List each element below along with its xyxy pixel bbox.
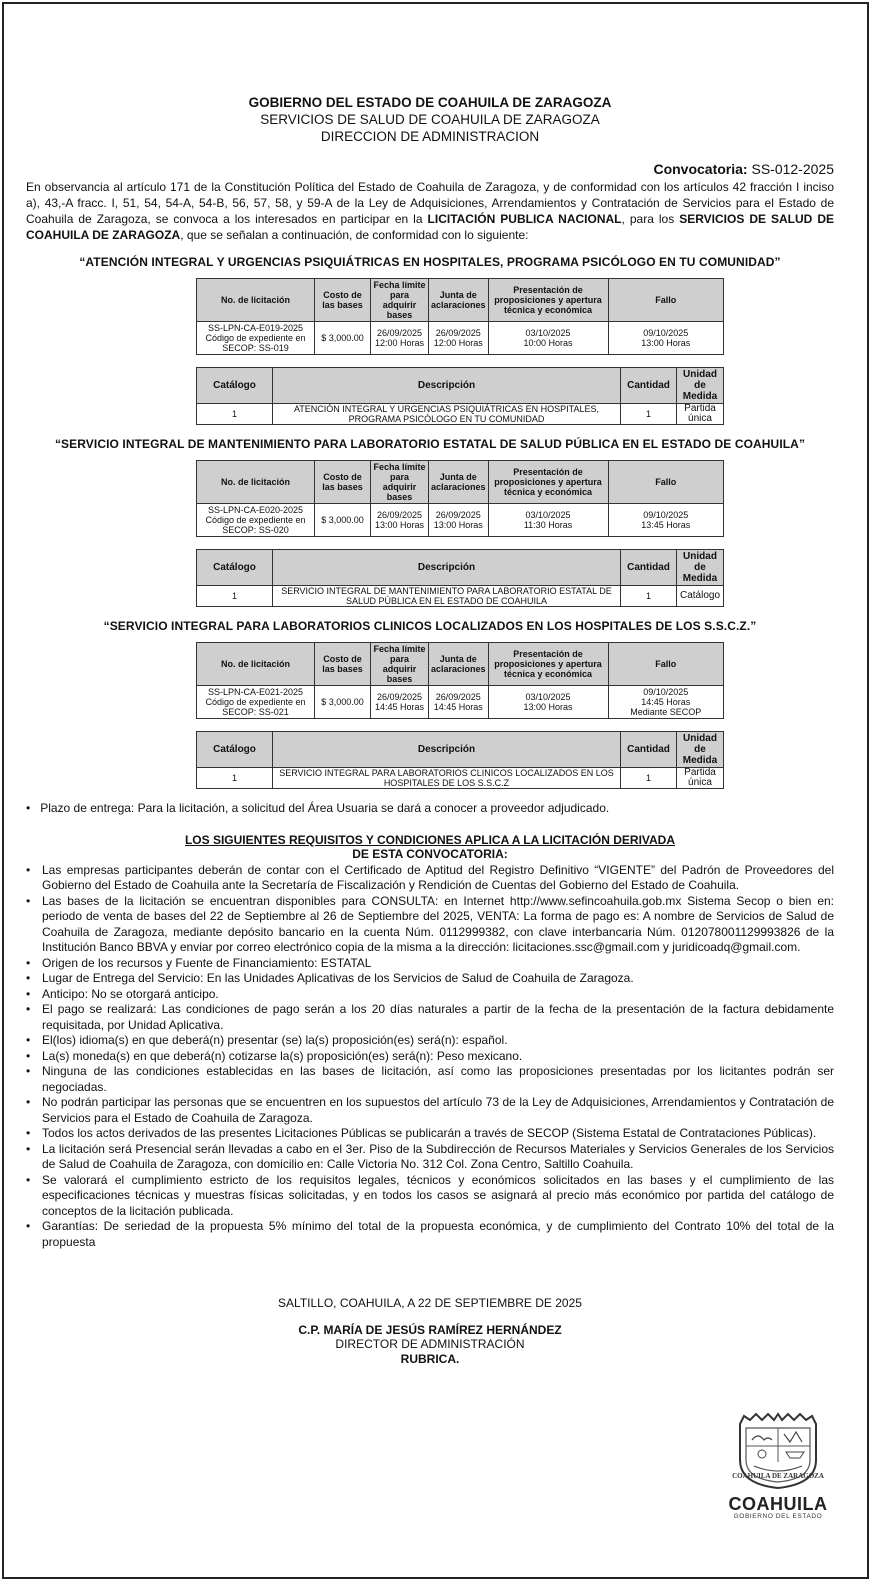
table-header-row: [197, 643, 724, 686]
table-header-row: [197, 368, 724, 404]
col-no: No. de licitación: [197, 643, 315, 686]
col-costo: Costo de las bases: [315, 461, 371, 504]
col-catalogo: Catálogo: [197, 732, 273, 768]
tender-schedule-table: [196, 278, 724, 355]
section-title: “ATENCIÓN INTEGRAL Y URGENCIAS PSIQUIÁTRICAS EN HOSPITALES, PROGRAMA PSICÓLOGO EN TU COMUNIDAD”: [79, 255, 781, 269]
catalog-table: [196, 731, 724, 789]
col-fallo: Fallo: [608, 643, 723, 686]
cell-no: SS-LPN-CA-E020-2025 Código de expediente en SECOP: SS-020: [197, 504, 315, 537]
list-item: • Las empresas participantes deberán de contar con el Certificado de Aptitud del Registro Definitivo “VIGENTE” del Padrón de Proveedores del Gobierno del Estado de Coahuila ante la Secretaría de Fiscalización y Rendición de Cuentas del Gobierno del Estado de Coahuila.: [26, 862, 834, 892]
header-government: GOBIERNO DEL ESTADO DE COAHUILA DE ZARAGOZA: [248, 95, 612, 110]
col-fecha: Fecha límite para adquirir bases: [371, 279, 429, 322]
list-item: • Las bases de la licitación se encuentran disponibles para CONSULTA: en Internet http://www.sefincoahuila.gob.mx Sistema Secop o bien en: periodo de venta de bases del 22 de Septiembre al 26 de Septiembre del 2025, VENTA: La forma de pago es: A nombre de Servicios de Salud de Coahuila de Zaragoza, mediante depósito bancario en la cuenta Núm. 0112999382, con clave interbancaria Núm. 012078001129993826 de la Institución Banco BBVA y enviar por correo electrónico copia de la misma a la dirección: licitaciones.ssc@gmail.com y juridicoadq@gmail.com.: [26, 893, 834, 954]
cell-cantidad: 1: [621, 586, 677, 607]
signer-role: DIRECTOR DE ADMINISTRACIÓN: [335, 1337, 525, 1351]
cell-junta: 26/09/2025 12:00 Horas: [429, 322, 489, 355]
section-title: “SERVICIO INTEGRAL DE MANTENIMIENTO PARA LABORATORIO ESTATAL DE SALUD PÚBLICA EN EL ESTADO DE COAHUILA”: [54, 437, 806, 451]
signature-block: [26, 1296, 834, 1366]
header-direction: DIRECCION DE ADMINISTRACION: [320, 129, 540, 144]
cell-descripcion: ATENCIÓN INTEGRAL Y URGENCIAS PSIQUIÁTRICAS EN HOSPITALES, PROGRAMA PSICÓLOGO EN TU COMUNIDAD: [273, 404, 621, 425]
col-catalogo: Catálogo: [197, 368, 273, 404]
tender-section: [26, 255, 834, 425]
col-descripcion: Descripción: [273, 368, 621, 404]
rubrica: RUBRICA.: [400, 1351, 460, 1366]
list-item: • El pago se realizará: Las condiciones de pago serán a los 20 días naturales a partir de la fecha de la presentación de la factura debidamente requisitada, por Unidad Aplicativa.: [26, 1002, 834, 1032]
tender-schedule-table: [196, 460, 724, 537]
table-header-row: [197, 732, 724, 768]
convocatoria-number: Convocatoria: SS-012-2025: [653, 161, 834, 177]
col-junta: Junta de aclaraciones: [429, 279, 489, 322]
state-seal-icon: [720, 1410, 836, 1490]
col-fallo: Fallo: [608, 461, 723, 504]
cell-unidad: Partida única: [677, 404, 724, 425]
col-junta: Junta de aclaraciones: [429, 461, 489, 504]
section-title: “SERVICIO INTEGRAL PARA LABORATORIOS CLINICOS LOCALIZADOS EN LOS HOSPITALES DE LOS S.S.C.Z.”: [103, 619, 757, 633]
table-row: [197, 504, 724, 537]
cell-catalogo: 1: [197, 768, 273, 789]
tender-sections: [26, 255, 834, 789]
requirements-list: [26, 863, 834, 1251]
cell-presentacion: 03/10/2025 10:00 Horas: [488, 322, 608, 355]
col-fallo: Fallo: [608, 279, 723, 322]
list-item: • Todos los actos derivados de las presentes Licitaciones Públicas se publicarán a través de SECOP (Sistema Estatal de Contrataciones Públicas).: [26, 1126, 817, 1140]
col-cantidad: Cantidad: [621, 732, 677, 768]
cell-costo: $ 3,000.00: [315, 322, 371, 355]
col-cantidad: Cantidad: [621, 550, 677, 586]
list-item: • Lugar de Entrega del Servicio: En las Unidades Aplicativas de los Servicios de Salud de Coahuila de Zaragoza.: [26, 971, 634, 985]
table-row: [197, 404, 724, 425]
header-health-services: SERVICIOS DE SALUD DE COAHUILA DE ZARAGOZA: [260, 112, 600, 127]
col-cantidad: Cantidad: [621, 368, 677, 404]
tender-schedule-table: [196, 642, 724, 719]
cell-presentacion: 03/10/2025 11:30 Horas: [488, 504, 608, 537]
intro-paragraph: En observancia al artículo 171 de la Constitución Política del Estado de Coahuila de Zaragoza, y de conformidad con los artículos 42 fracción I inciso a), 43,-A fracc. I, 51, 54, 54-A, 54-B, 56, 57, 58, y 59-A de la Ley de Adquisiciones, Arrendamientos y Contratación de Servicios para el Estado de Coahuila de Zaragoza, se convoca a los interesados en participar en la LICITACIÓN PUBLICA NACIONAL, para los SERVICIOS DE SALUD DE COAHUILA DE ZARAGOZA, que se señalan a continuación, de conformidad con lo siguiente:: [26, 180, 834, 242]
coahuila-logo: [720, 1410, 836, 1520]
col-descripcion: Descripción: [273, 550, 621, 586]
list-item: • Origen de los recursos y Fuente de Financiamiento: ESTATAL: [26, 955, 372, 970]
tender-section: [26, 437, 834, 607]
cell-junta: 26/09/2025 14:45 Horas: [429, 686, 489, 719]
col-catalogo: Catálogo: [197, 550, 273, 586]
table-header-row: [197, 279, 724, 322]
col-costo: Costo de las bases: [315, 643, 371, 686]
svg-text:COAHUILA DE ZARAGOZA: COAHUILA DE ZARAGOZA: [732, 1472, 824, 1480]
col-costo: Costo de las bases: [315, 279, 371, 322]
list-item: • El(los) idioma(s) en que deberá(n) presentar (se) la(s) proposición(es) será(n): español.: [26, 1033, 508, 1047]
table-row: [197, 768, 724, 789]
cell-fallo: 09/10/2025 14:45 Horas Mediante SECOP: [608, 686, 723, 719]
list-item: • La licitación será Presencial serán llevadas a cabo en el 3er. Piso de la Subdirección de Recursos Materiales y Servicios Generales de los Servicios de Salud de Coahuila de Zaragoza, con domicilio en: Calle Victoria No. 312 Col. Zona Centro, Saltillo Coahuila.: [26, 1141, 834, 1171]
cell-costo: $ 3,000.00: [315, 686, 371, 719]
table-row: [197, 586, 724, 607]
col-descripcion: Descripción: [273, 732, 621, 768]
cell-cantidad: 1: [621, 404, 677, 425]
cell-junta: 26/09/2025 13:00 Horas: [429, 504, 489, 537]
document-header: [26, 94, 834, 145]
col-junta: Junta de aclaraciones: [429, 643, 489, 686]
cell-presentacion: 03/10/2025 13:00 Horas: [488, 686, 608, 719]
cell-unidad: Catálogo: [677, 586, 724, 607]
cell-fallo: 09/10/2025 13:00 Horas: [608, 322, 723, 355]
cell-catalogo: 1: [197, 586, 273, 607]
col-no: No. de licitación: [197, 461, 315, 504]
table-row: [197, 686, 724, 719]
delivery-term: • Plazo de entrega: Para la licitación, a solicitud del Área Usuaria se dará a conocer a proveedor adjudicado.: [26, 801, 610, 815]
col-fecha: Fecha límite para adquirir bases: [371, 643, 429, 686]
requirements-title: LOS SIGUIENTES REQUISITOS Y CONDICIONES APLICA A LA LICITACIÓN DERIVADA DE ESTA CONVOCATORIA:: [184, 832, 676, 861]
cell-unidad: Partida única: [677, 768, 724, 789]
document-body: [26, 94, 834, 1366]
catalog-table: [196, 549, 724, 607]
col-unidad: Unidad de Medida: [677, 550, 724, 586]
logo-wordmark: COAHUILA: [728, 1494, 828, 1514]
cell-fecha: 26/09/2025 14:45 Horas: [371, 686, 429, 719]
table-header-row: [197, 461, 724, 504]
cell-costo: $ 3,000.00: [315, 504, 371, 537]
cell-fecha: 26/09/2025 13:00 Horas: [371, 504, 429, 537]
list-item: • Se valorará el cumplimiento estricto de los requisitos legales, técnicos y económicos solicitados en las bases y el cumplimiento de las especificaciones técnicas y muestras físicas solicitadas, y en todos los casos se asignará al precio más económico por partida del catálogo de conceptos de la licitación publicada.: [26, 1172, 834, 1218]
cell-descripcion: SERVICIO INTEGRAL PARA LABORATORIOS CLINICOS LOCALIZADOS EN LOS HOSPITALES DE LOS S.S.C.Z: [273, 768, 621, 789]
col-presentacion: Presentación de proposiciones y apertura técnica y económica: [488, 461, 608, 504]
tender-section: [26, 619, 834, 789]
col-fecha: Fecha límite para adquirir bases: [371, 461, 429, 504]
cell-no: SS-LPN-CA-E019-2025 Código de expediente en SECOP: SS-019: [197, 322, 315, 355]
list-item: • Ninguna de las condiciones establecidas en las bases de licitación, así como las proposiciones presentadas por los licitantes podrán ser negociadas.: [26, 1064, 834, 1094]
col-presentacion: Presentación de proposiciones y apertura técnica y económica: [488, 643, 608, 686]
cell-catalogo: 1: [197, 404, 273, 425]
list-item: • Anticipo: No se otorgará anticipo.: [26, 986, 219, 1001]
cell-fecha: 26/09/2025 12:00 Horas: [371, 322, 429, 355]
col-presentacion: Presentación de proposiciones y apertura técnica y económica: [488, 279, 608, 322]
col-unidad: Unidad de Medida: [677, 368, 724, 404]
catalog-table: [196, 367, 724, 425]
cell-no: SS-LPN-CA-E021-2025 Código de expediente en SECOP: SS-021: [197, 686, 315, 719]
cell-descripcion: SERVICIO INTEGRAL DE MANTENIMIENTO PARA LABORATORIO ESTATAL DE SALUD PÚBLICA EN EL ESTADO DE COAHUILA: [273, 586, 621, 607]
col-no: No. de licitación: [197, 279, 315, 322]
cell-fallo: 09/10/2025 13:45 Horas: [608, 504, 723, 537]
col-unidad: Unidad de Medida: [677, 732, 724, 768]
list-item: • La(s) moneda(s) en que deberá(n) cotizarse la(s) proposición(es) será(n): Peso mexicano.: [26, 1048, 523, 1063]
list-item: • Garantías: De seriedad de la propuesta 5% mínimo del total de la propuesta económica, y de cumplimiento del Contrato 10% del total de la propuesta: [26, 1219, 834, 1249]
signer-name: C.P. MARÍA DE JESÚS RAMÍREZ HERNÁNDEZ: [298, 1322, 562, 1337]
table-header-row: [197, 550, 724, 586]
list-item: • No podrán participar las personas que se encuentren en los supuestos del artículo 73 de la Ley de Adquisiciones, Arrendamientos y Contratación de Servicios para el Estado de Coahuila de Zaragoza.: [26, 1095, 834, 1125]
place-date: SALTILLO, COAHUILA, A 22 DE SEPTIEMBRE DE 2025: [278, 1296, 582, 1310]
cell-cantidad: 1: [621, 768, 677, 789]
table-row: [197, 322, 724, 355]
logo-subtitle: GOBIERNO DEL ESTADO: [733, 1513, 823, 1520]
